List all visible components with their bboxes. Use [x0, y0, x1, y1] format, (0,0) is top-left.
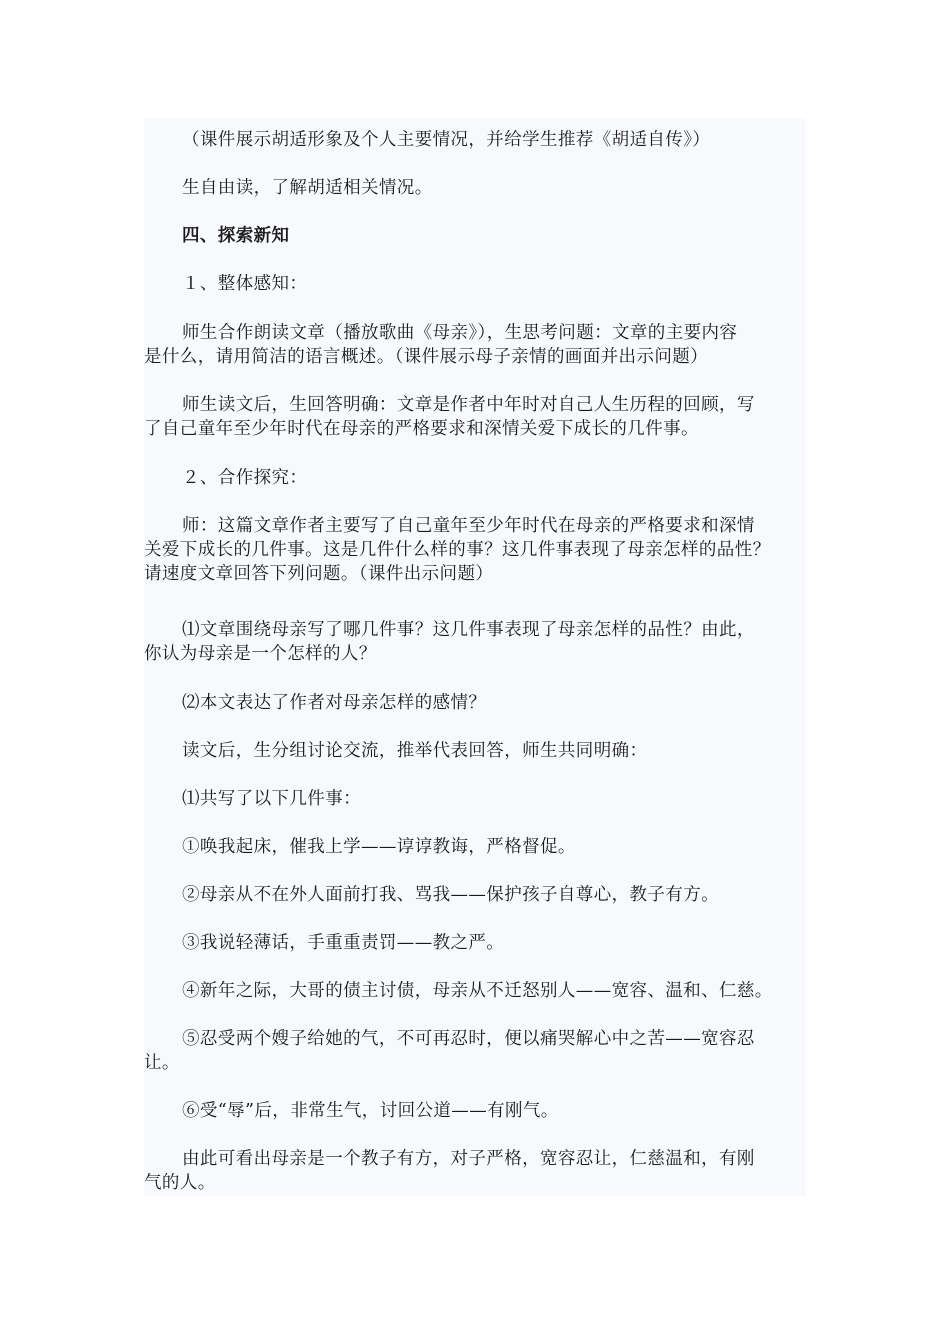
text-line: ③我说轻薄话，手重重责罚——教之严。 — [182, 933, 505, 953]
text-line: ⑴共写了以下几件事： — [182, 789, 361, 809]
text-line: ①唤我起床，催我上学——谆谆教诲，严格督促。 — [182, 837, 576, 857]
text-line: 了自己童年至少年时代在母亲的严格要求和深情关爱下成长的几件事。 — [144, 419, 699, 439]
text-line: 四、探索新知 — [182, 226, 290, 246]
subheading-cooperative-inquiry — [144, 466, 806, 490]
text-line: ２、合作探究： — [182, 468, 308, 488]
paragraph-conclusion — [144, 1147, 806, 1195]
text-line: ⑴文章围绕母亲写了哪几件事？这几件事表现了母亲怎样的品性？由此， — [182, 620, 755, 640]
text-line: 生自由读，了解胡适相关情况。 — [182, 178, 433, 198]
text-line: 关爱下成长的几件事。这是几件什么样的事？这几件事表现了母亲怎样的品性？ — [144, 540, 771, 560]
text-line: ②母亲从不在外人面前打我、骂我——保护孩子自尊心，教子有方。 — [182, 885, 719, 905]
text-line: 气的人。 — [144, 1173, 216, 1193]
list-item-event-4 — [144, 979, 806, 1003]
paragraph-free-reading — [144, 176, 806, 200]
paragraph-question-1 — [144, 618, 806, 666]
list-item-event-2 — [144, 883, 806, 907]
list-item-event-3 — [144, 931, 806, 955]
subheading-overall-perception — [144, 272, 806, 296]
text-line: （课件展示胡适形象及个人主要情况，并给学生推荐《胡适自传》） — [182, 130, 711, 150]
section-heading-explore — [144, 224, 806, 248]
text-line: ④新年之际，大哥的债主讨债，母亲从不迁怒别人——宽容、温和、仁慈。 — [182, 981, 773, 1001]
text-line: 读文后，生分组讨论交流，推举代表回答，师生共同明确： — [182, 741, 648, 761]
paragraph-question-2 — [144, 691, 806, 715]
text-line: ⑥受“辱”后，非常生气，讨回公道——有刚气。 — [182, 1101, 559, 1121]
document-body — [144, 118, 806, 1196]
paragraph-answer-summary — [144, 393, 806, 441]
paragraph-courseware-hushi — [144, 128, 806, 152]
list-item-event-1 — [144, 835, 806, 859]
text-line: 请速度文章回答下列问题。（课件出示问题） — [144, 564, 494, 584]
text-line: ⑤忍受两个嫂子给她的气，不可再忍时，便以痛哭解心中之苦——宽容忍 — [182, 1029, 755, 1049]
text-line: 师：这篇文章作者主要写了自己童年至少年时代在母亲的严格要求和深情 — [182, 516, 755, 536]
text-line: 师生读文后，生回答明确：文章是作者中年时对自己人生历程的回顾，写 — [182, 395, 755, 415]
paragraph-events-intro — [144, 787, 806, 811]
text-line: 让。 — [144, 1053, 180, 1073]
text-line: ⑵本文表达了作者对母亲怎样的感情？ — [182, 693, 487, 713]
list-item-event-6 — [144, 1099, 806, 1123]
paragraph-teacher-question — [144, 514, 806, 586]
text-line: 师生合作朗读文章（播放歌曲《母亲》），生思考问题：文章的主要内容 — [182, 323, 738, 343]
text-line: 是什么，请用简洁的语言概述。（课件展示母子亲情的画面并出示问题） — [144, 347, 709, 367]
text-line: 由此可看出母亲是一个教子有方，对子严格，宽容忍让，仁慈温和，有刚 — [182, 1149, 755, 1169]
list-item-event-5 — [144, 1027, 806, 1075]
paragraph-group-discussion — [144, 739, 806, 763]
paragraph-read-aloud — [144, 321, 806, 369]
text-line: １、整体感知： — [182, 274, 308, 294]
text-line: 你认为母亲是一个怎样的人？ — [144, 644, 377, 664]
